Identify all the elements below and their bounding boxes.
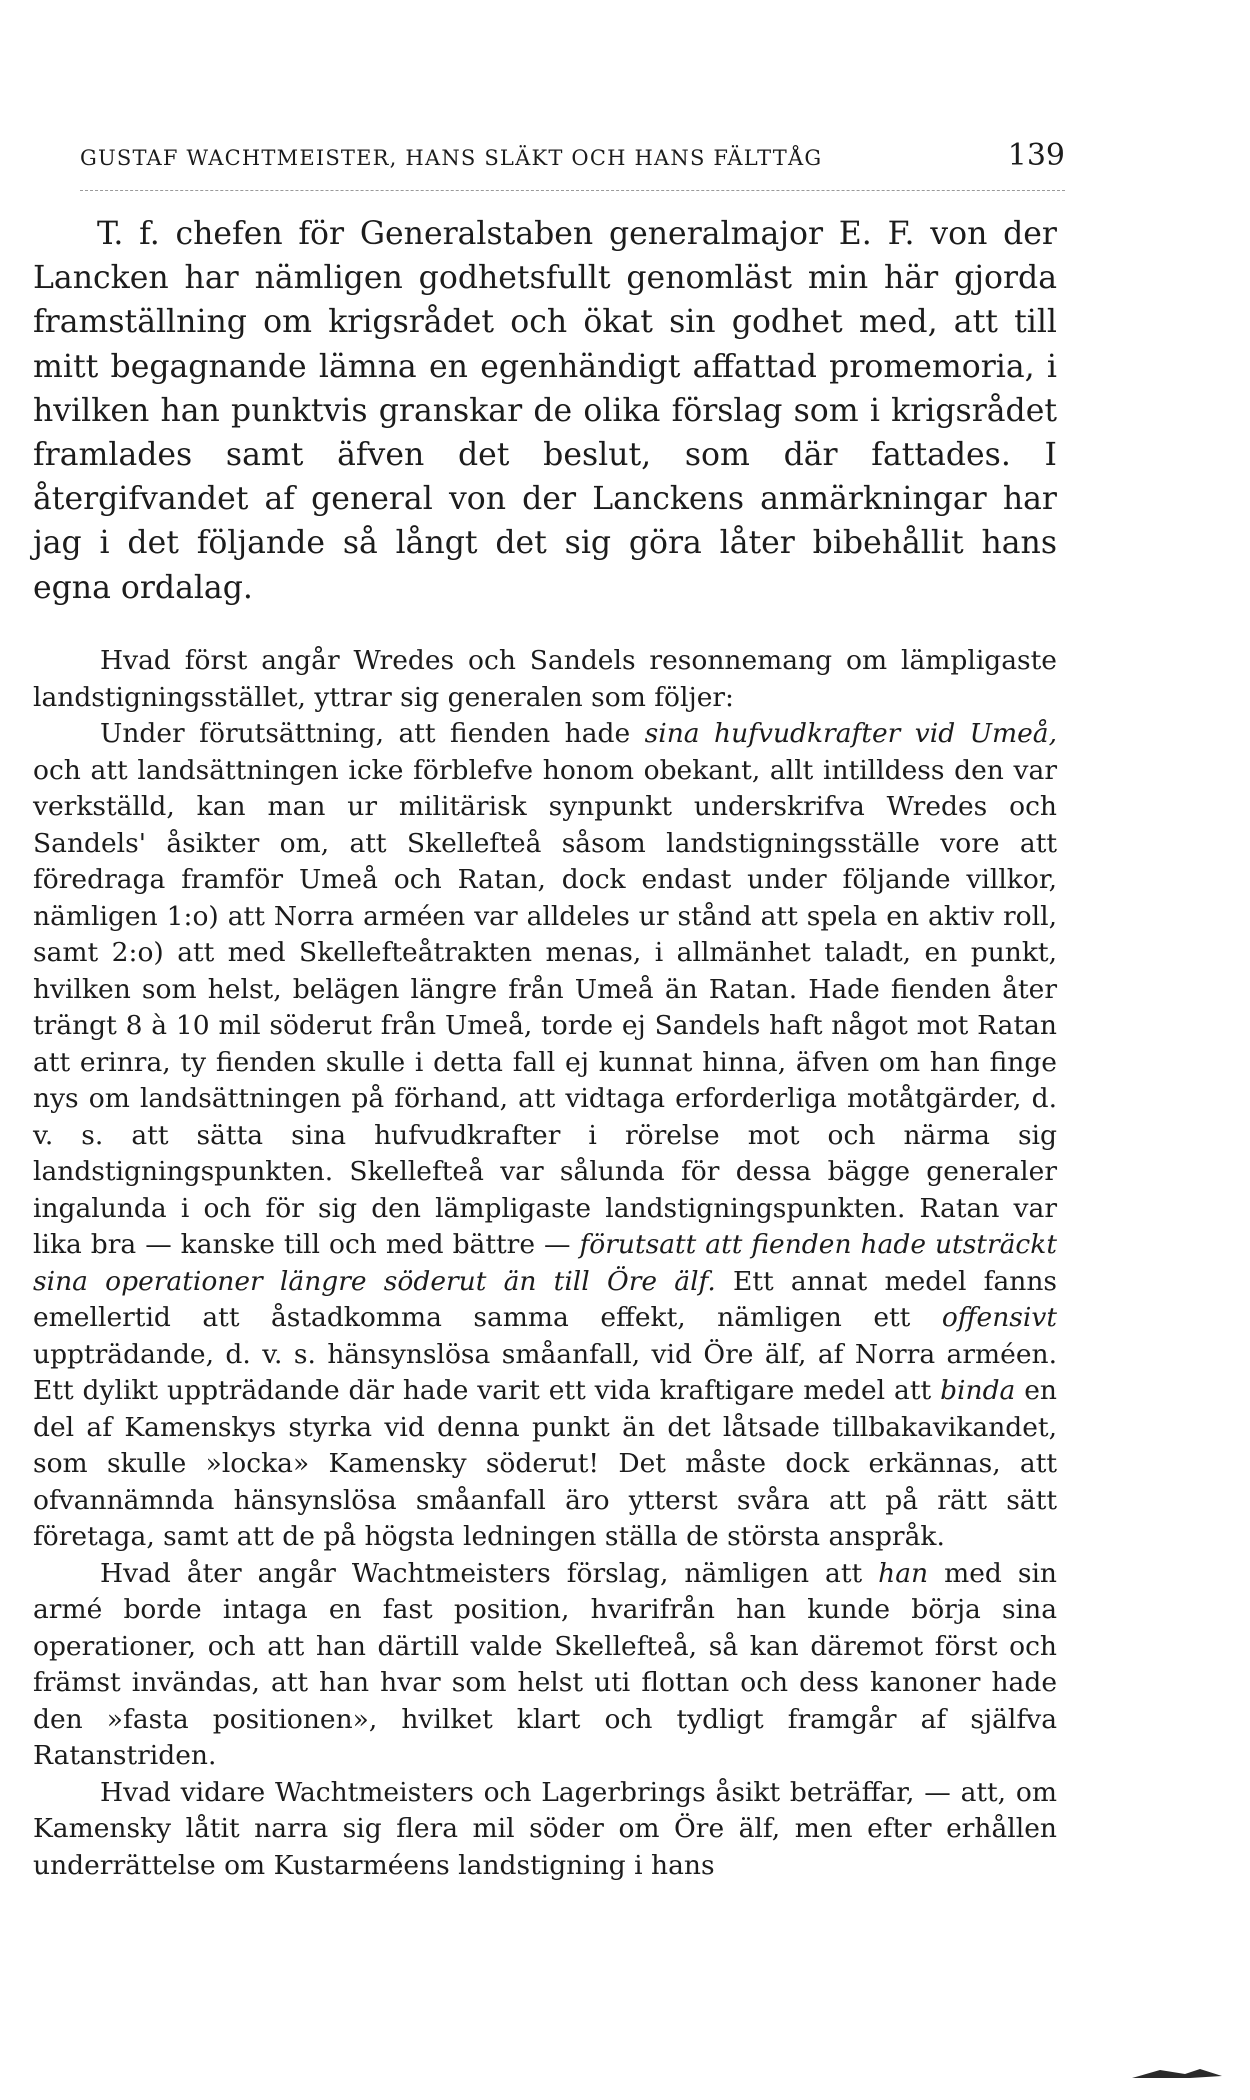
header-rule: [80, 190, 1065, 191]
italic-run: sina hufvudkrafter vid Umeå,: [644, 718, 1058, 749]
paragraph-2: [33, 716, 1057, 1556]
running-header: [80, 138, 1065, 173]
text-run: en del af Kamenskys styrka vid denna punkt än det låtsade tillbakavikandet, som skulle »locka» Kamensky söderut! Det måste dock erkännas, att ofvannämnda hänsynslösa småanfall äro ytterst svåra att på rätt sätt företaga, samt att de på högsta ledningen ställa de största anspråk.: [33, 1375, 1057, 1552]
text-run: och att landsättningen icke förblefve honom obekant, allt intilldess den var verkställd, kan man ur militärisk synpunkt underskrifva Wredes och Sandels' åsikter om, att Skellefteå såsom landstigningsställe vore att föredraga framför Umeå och Ratan, dock endast under följande villkor, nämligen 1:o) att Norra arméen var alldeles ur stånd att spela en aktiv roll, samt 2:o) att med Skellefteåtrakten menas, i allmänhet taladt, en punkt, hvilken som helst, belägen längre från Umeå än Ratan. Hade fienden åter trängt 8 à 10 mil söderut från Umeå, torde ej Sandels haft något mot Ratan att erinra, ty fienden skulle i detta fall ej kunnat hinna, äfven om han finge nys om landsättningen på förhand, att vidtaga erforderliga motåtgärder, d. v. s. att sätta sina hufvudkrafter i rörelse mot och närma sig landstigningspunkten. Skellefteå var sålunda för dessa bägge generaler ingalunda i och för sig den lämpligaste landstigningspunkten. Ratan var lika bra — kanske till och med bättre —: [33, 754, 1057, 1260]
text-run: Ett annat medel fanns emellertid att åstadkomma samma effekt, nämligen ett: [33, 1265, 1057, 1333]
text-run: Under förutsättning, att fienden hade: [100, 718, 645, 749]
paragraph-4: Hvad vidare Wachtmeisters och Lagerbrings åsikt beträffar, — att, om Kamensky låtit narra sig flera mil söder om Öre älf, men efter erhållen underrättelse om Kustarméens landstigning i hans: [33, 1776, 1057, 1881]
scan-mark-icon: [1130, 2066, 1225, 2080]
italic-run: offensivt: [941, 1302, 1057, 1333]
paragraph-3: [33, 1556, 1057, 1775]
italic-run: förutsatt att fienden hade utsträckt sina operationer längre söderut än till Öre älf.: [33, 1229, 1057, 1297]
text-run: Hvad åter angår Wachtmeisters förslag, nämligen att: [100, 1557, 879, 1589]
page-number: 139: [1007, 138, 1065, 173]
paragraph-1: Hvad först angår Wredes och Sandels resonnemang om lämpligaste landstigningsstället, yttrar sig generalen som följer:: [33, 645, 1057, 713]
text-run: med sin armé borde intaga en fast position, hvarifrån han kunde börja sina operationer, och att han därtill valde Skellefteå, så kan däremot först och främst invändas, att han hvar som helst uti flottan och dess kanoner hade den »fasta positionen», hvilket klart och tydligt framgår af själfva Ratanstriden.: [33, 1557, 1057, 1771]
text-run: uppträdande, d. v. s. hänsynslösa småanfall, vid Öre älf, af Norra arméen. Ett dylikt uppträdande där hade varit ett vida kraftigare medel att: [33, 1338, 1057, 1406]
intro-paragraph: T. f. chefen för Generalstaben generalmajor E. F. von der Lancken har nämligen godhetsfullt genomläst min här gjorda framställning om krigsrådet och ökat sin godhet med, att till mitt begagnande lämna en egenhändigt affattad promemoria, i hvilken han punktvis granskar de olika förslag som i krigsrådet framlades samt äfven det beslut, som där fattades. I återgifvandet af general von der Lanckens anmärkningar har jag i det följande så långt det sig göra låter bibehållit hans egna ordalag.: [33, 216, 1057, 606]
running-title: GUSTAF WACHTMEISTER, HANS SLÄKT OCH HANS FÄLTTÅG: [80, 146, 823, 170]
intro-section: [33, 212, 1057, 610]
main-text: [33, 643, 1057, 1884]
italic-run: binda: [940, 1375, 1016, 1406]
italic-run: han: [878, 1557, 929, 1589]
